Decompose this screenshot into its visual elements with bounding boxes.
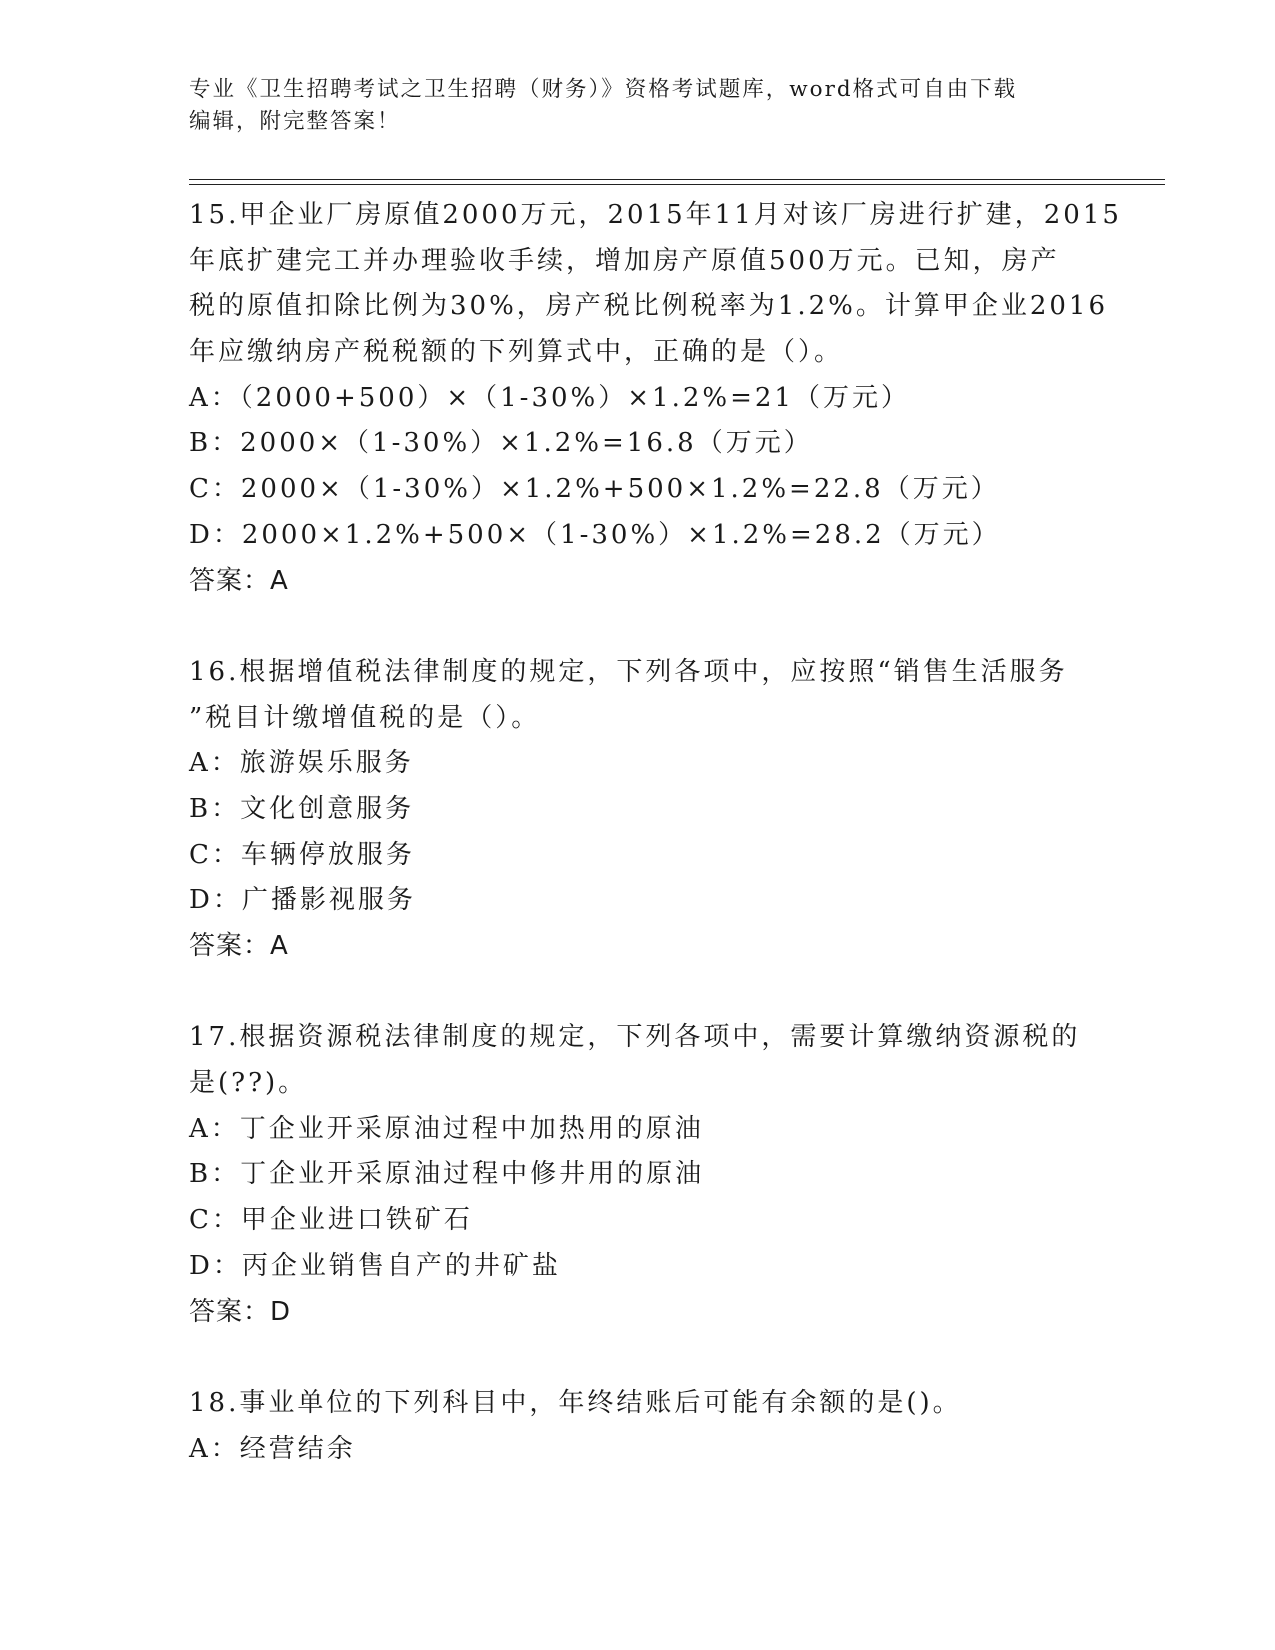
answer-label: 答案：A xyxy=(189,565,289,596)
question-stem-line: ”税目计缴增值税的是（）。 xyxy=(189,702,541,733)
option-d: D：2000×1.2%+500×（1-30%）×1.2%=28.2（万元） xyxy=(189,519,1001,550)
option-a: A：（2000+500）×（1-30%）×1.2%=21（万元） xyxy=(189,382,910,413)
question-stem-line: 16.根据增值税法律制度的规定，下列各项中，应按照“销售生活服务 xyxy=(189,656,1068,687)
question-stem-line: 是(??)。 xyxy=(189,1068,308,1099)
question-stem-line: 15.甲企业厂房原值2000万元，2015年11月对该厂房进行扩建，2015 xyxy=(189,200,1122,230)
option-c: C：2000×（1-30%）×1.2%+500×1.2%=22.8（万元） xyxy=(189,474,1000,505)
question-15 xyxy=(189,193,1122,604)
question-spacer xyxy=(189,970,1089,1016)
option-a: A：旅游娱乐服务 xyxy=(189,748,414,779)
header-divider-top xyxy=(189,179,1165,180)
option-c: C：甲企业进口铁矿石 xyxy=(189,1205,473,1236)
option-b: B：文化创意服务 xyxy=(189,793,415,824)
question-stem-line: 18.事业单位的下列科目中，年终结账后可能有余额的是()。 xyxy=(189,1387,962,1418)
option-c: C：车辆停放服务 xyxy=(189,839,415,870)
option-a: A：经营结余 xyxy=(189,1433,356,1464)
header-line-2: 编辑，附完整答案！ xyxy=(189,109,401,134)
question-spacer xyxy=(189,1335,1089,1381)
option-a: A：丁企业开采原油过程中加热用的原油 xyxy=(189,1113,704,1144)
question-spacer xyxy=(189,604,1089,650)
option-d: D：广播影视服务 xyxy=(189,885,416,916)
question-18 xyxy=(189,1381,1089,1472)
header-divider-bottom xyxy=(189,184,1165,185)
option-b: B：丁企业开采原油过程中修井用的原油 xyxy=(189,1159,705,1190)
question-stem-line: 年应缴纳房产税税额的下列算式中，正确的是（）。 xyxy=(189,337,844,368)
question-stem-line: 税的原值扣除比例为30%，房产税比例税率为1.2%。计算甲企业2016 xyxy=(189,291,1109,322)
question-list xyxy=(189,193,1122,1472)
question-16 xyxy=(189,650,1089,970)
option-b: B：2000×（1-30%）×1.2%=16.8（万元） xyxy=(189,428,813,459)
answer-label: 答案：A xyxy=(189,931,289,961)
question-stem-line: 年底扩建完工并办理验收手续，增加房产原值500万元。已知，房产 xyxy=(189,245,1060,276)
header-line-1: 专业《卫生招聘考试之卫生招聘（财务）》资格考试题库，word格式可自由下载 xyxy=(189,77,1018,102)
question-17 xyxy=(189,1015,1089,1335)
answer-label: 答案：D xyxy=(189,1296,292,1327)
option-d: D：丙企业销售自产的井矿盐 xyxy=(189,1250,561,1281)
question-stem-line: 17.根据资源税法律制度的规定，下列各项中，需要计算缴纳资源税的 xyxy=(189,1022,1081,1053)
document-header xyxy=(189,74,1089,138)
